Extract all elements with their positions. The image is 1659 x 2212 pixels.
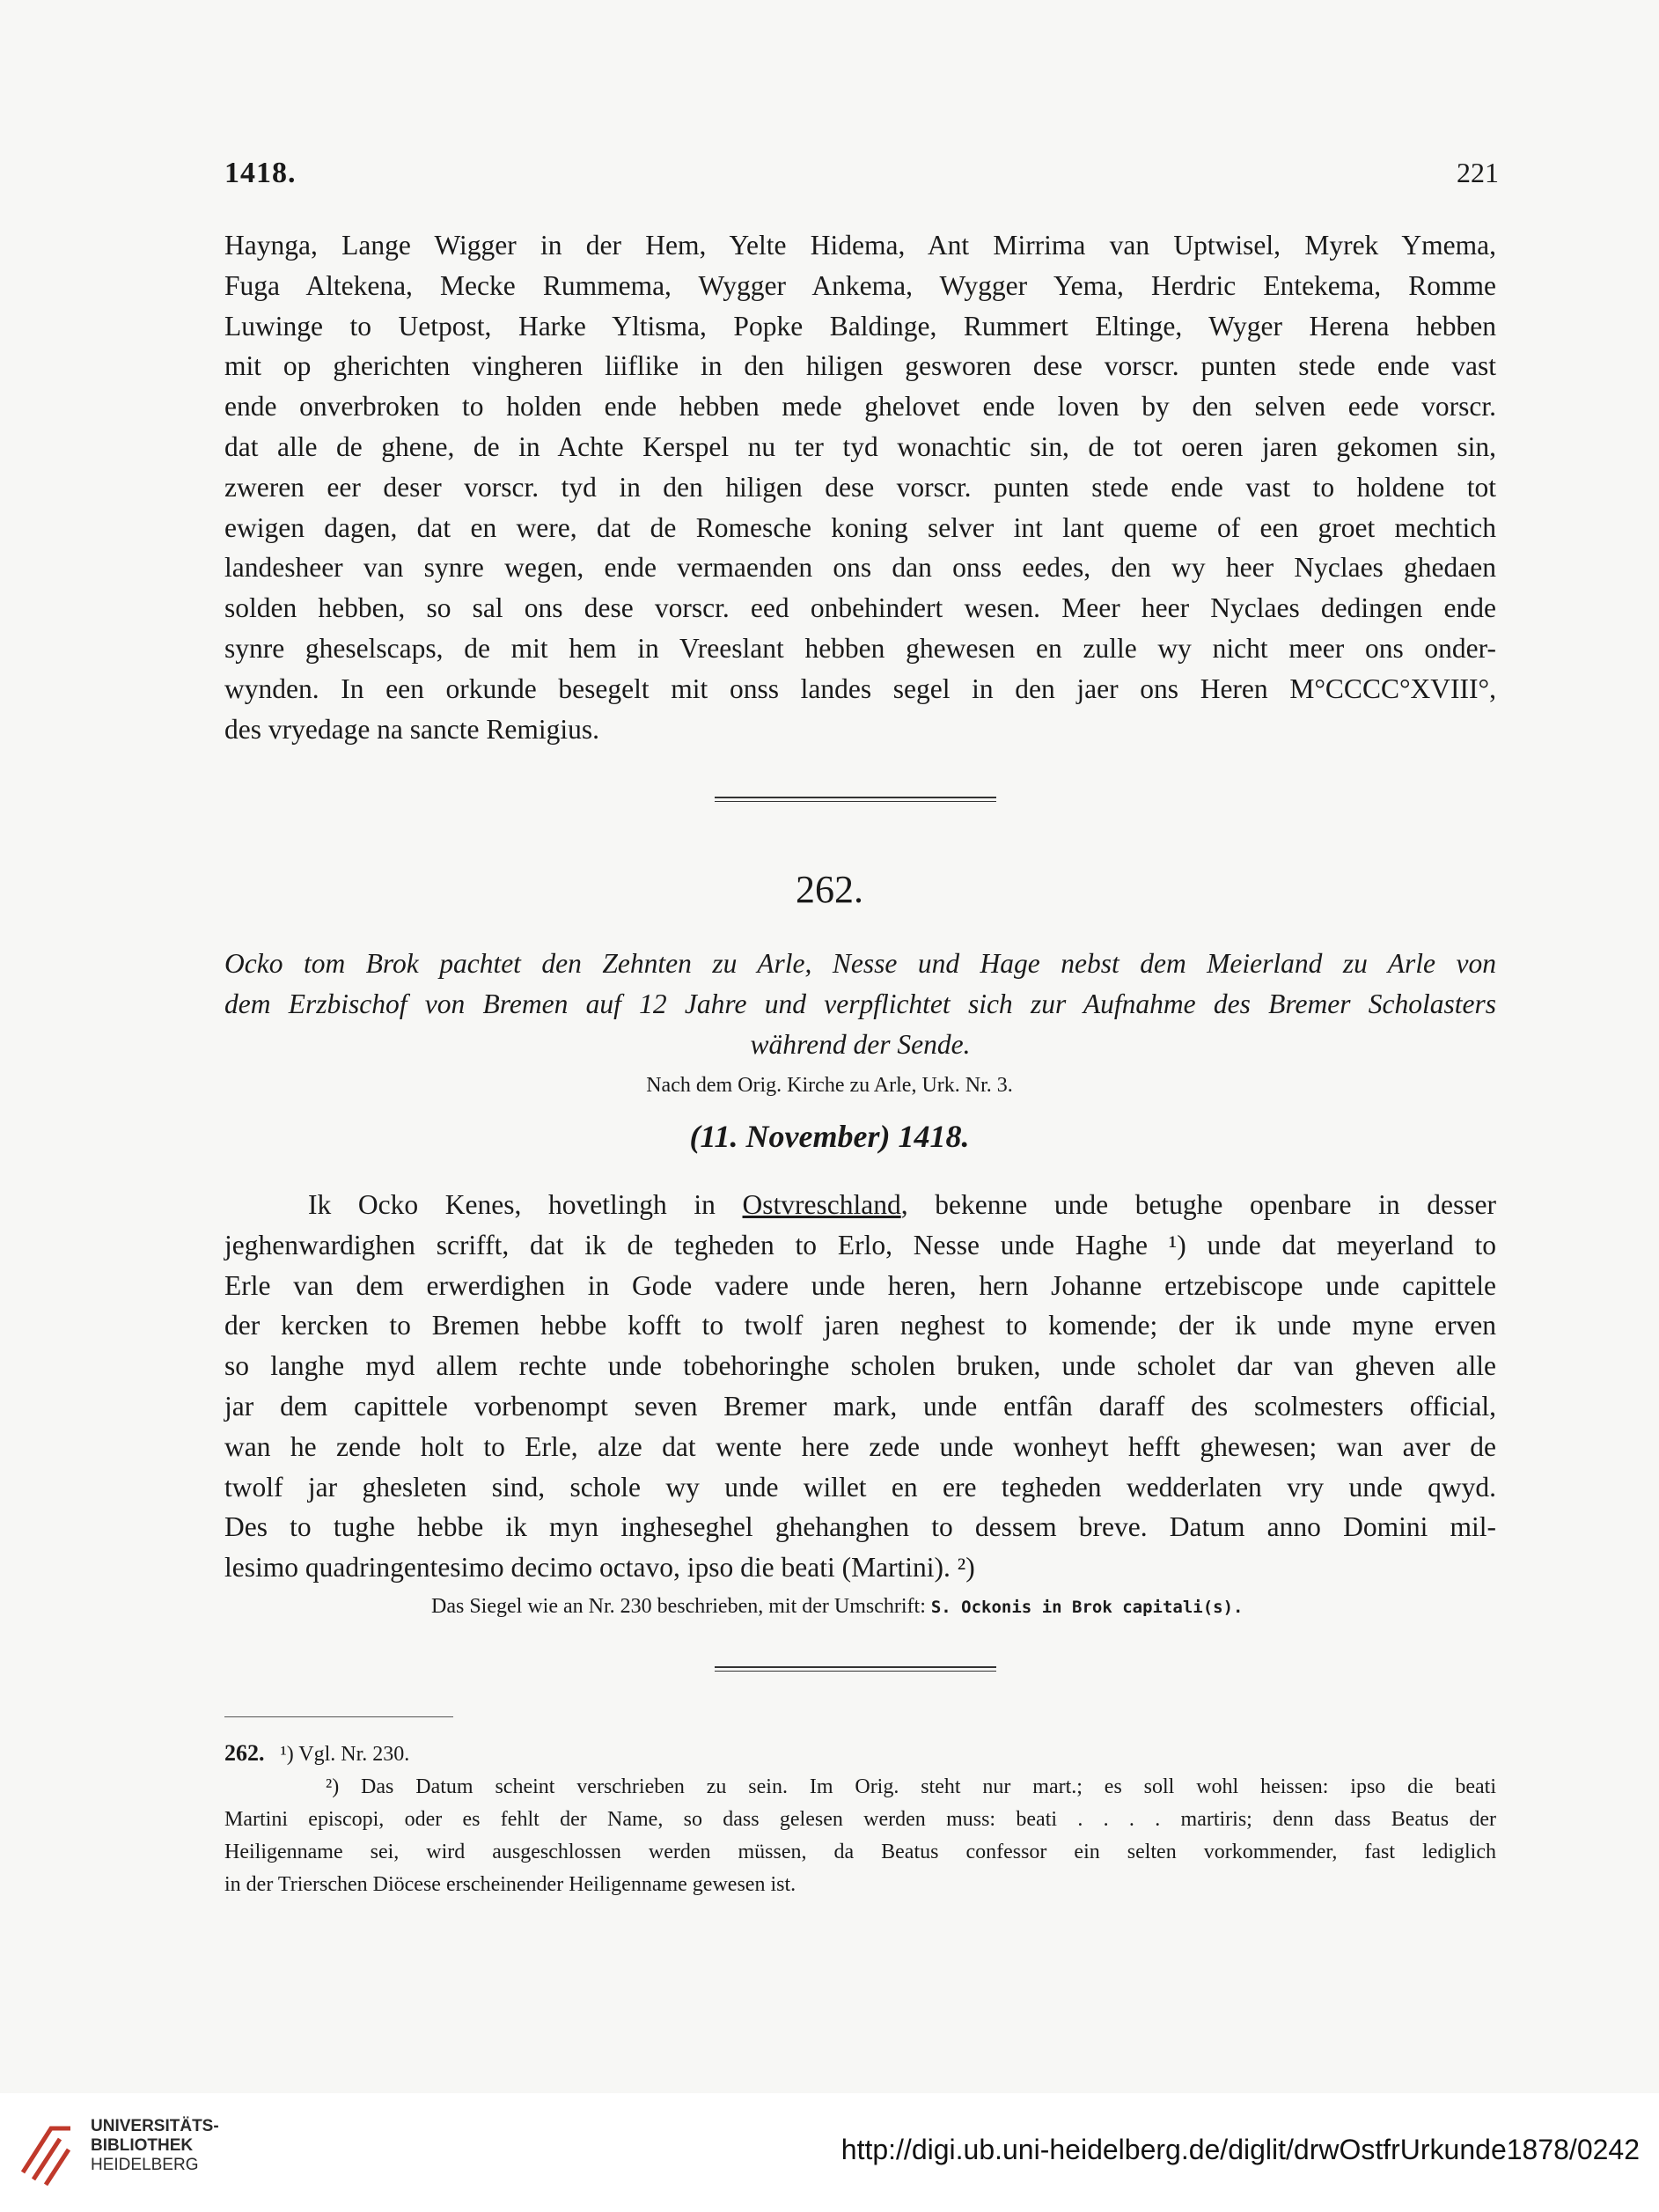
footnote-1: ¹) Vgl. Nr. 230. [280,1743,410,1766]
text-line: twolf jar ghesleten sind, schole wy unde willet en ere tegheden wedderlaten vry unde qwyd. [224,1471,1496,1503]
seal-inscription: S. Ockonis in Brok capitali(s). [930,1598,1244,1617]
document-date: (11. November) 1418. [689,1119,970,1154]
text-line: synre gheselscaps, de mit hem in Vreeslant hebben ghewesen en zulle wy nicht meer ons onder- [224,632,1496,664]
section-divider [715,797,996,798]
footnote-line: in der Trierschen Diöcese erscheinender Heiligenname gewesen ist. [224,1873,796,1896]
text-line: wan he zende holt to Erle, alze dat wente here zede unde wonheyt hefft ghewesen; wan aver de [224,1430,1496,1462]
text-line: Luwinge to Uetpost, Harke Yltisma, Popke Baldinge, Rummert Eltinge, Wyger Herena hebben [224,310,1496,342]
logo-line: UNIVERSITÄTS- [91,2117,219,2135]
paragraph-continuation [224,225,1496,749]
text-line: des vryedage na sancte Remigius. [224,713,599,745]
footnote-doc-number: 262. [224,1740,265,1766]
header-year: 1418. [224,157,297,189]
text-line: ende onverbroken to holden ende hebben mede ghelovet ende loven by den selven eede vorscr. [224,391,1496,423]
text-line: Haynga, Lange Wigger in der Hem, Yelte Hidema, Ant Mirrima van Uptwisel, Myrek Ymema, [224,230,1496,261]
underlined-place-name: Ostvreschland [742,1189,901,1220]
footnote-rule [224,1716,453,1717]
source-url-link[interactable]: http://digi.ub.uni-heidelberg.de/diglit/drwOstfrUrkunde1878/0242 [841,2134,1640,2165]
footnote-line: Heiligenname sei, wird ausgeschlossen werden müssen, da Beatus confessor ein selten vorkommender, fast lediglich [224,1841,1496,1863]
summary-line: dem Erzbischof von Bremen auf 12 Jahre und verpflichtet sich zur Aufnahme des Bremer Scholasters [224,988,1496,1019]
text-line: so langhe myd allem rechte unde tobehoringhe scholen bruken, unde scholet dar van gheven alle [224,1350,1496,1382]
text-line: Erle van dem erwerdighen in Gode vadere unde heren, hern Johanne ertzebiscope unde capittele [224,1269,1496,1301]
library-logo-icon[interactable] [16,2111,77,2190]
text-line: mit op gherichten vingheren liiflike in den hiligen gesworen dese vorscr. punten stede ende vast [224,350,1496,382]
text-line: ewigen dagen, dat en were, dat de Romesche koning selver int lant queme of een groet mechtich [224,511,1496,543]
page-number: 221 [1457,157,1499,188]
text-line: wynden. In een orkunde besegelt mit onss landes segel in den jaer ons Heren M°CCCC°XVIII°, [224,672,1496,704]
summary-line: Ocko tom Brok pachtet den Zehnten zu Arle, Nesse und Hage nebst dem Meierland zu Arle von [224,948,1496,979]
document-number: 262. [796,868,863,911]
library-logo-text[interactable] [91,2117,219,2175]
summary-line: während der Sende. [750,1029,971,1060]
text-line: Fuga Altekena, Mecke Rummema, Wygger Ankema, Wygger Yema, Herdric Entekema, Romme [224,269,1496,301]
text-line: zweren eer deser vorscr. tyd in den hiligen dese vorscr. punten stede ende vast to holdene tot [224,471,1496,503]
text-line: solden hebben, so sal ons dese vorscr. eed onbehindert wesen. Meer heer Nyclaes dedingen ende [224,592,1496,624]
seal-note-text: Das Siegel wie an Nr. 230 beschrieben, mit der Umschrift: [431,1595,931,1618]
section-divider [715,1666,996,1668]
seal-note [431,1595,1243,1619]
source-note: Nach dem Orig. Kirche zu Arle, Urk. Nr. 3. [646,1074,1013,1097]
text-fragment: Ik Ocko Kenes, hovetlingh in [308,1189,743,1220]
text-line: jar dem capittele vorbenompt seven Bremer mark, unde entfân daraff des scolmesters official, [224,1390,1496,1422]
text-line: Des to tughe hebbe ik myn ingheseghel ghehanghen to dessem breve. Datum anno Domini mil- [224,1511,1496,1543]
document-summary [224,944,1496,1065]
footnote-line: Martini episcopi, oder es fehlt der Name, so dass gelesen werden muss: beati . . . . martiris; denn dass Beatus der [224,1808,1496,1831]
document-text [224,1185,1496,1588]
text-line: dat alle de ghene, de in Achte Kerspel nu ter tyd wonachtic sin, de tot oeren jaren gekomen sin, [224,430,1496,462]
text-line: der kercken to Bremen hebbe kofft to twolf jaren neghest to komende; der ik unde myne erven [224,1310,1496,1341]
text-line: jeghenwardighen scrifft, dat ik de tegheden to Erlo, Nesse unde Haghe ¹) unde dat meyerland to [224,1229,1496,1260]
text-line [224,1185,1496,1225]
footnotes [224,1737,1496,1901]
footnote-line [224,1737,1496,1771]
footnote-line: ²) Das Datum scheint verschrieben zu sein. Im Orig. steht nur mart.; es soll wohl heissen: ipso die beati [326,1775,1496,1798]
logo-line: HEIDELBERG [91,2156,199,2174]
text-fragment: , bekenne unde betughe openbare in desser [900,1189,1496,1220]
text-line: lesimo quadringentesimo decimo octavo, ipso die beati (Martini). ²) [224,1552,975,1584]
logo-line: BIBLIOTHEK [91,2136,194,2155]
text-line: landesheer van synre wegen, ende vermaenden ons dan onss eedes, den wy heer Nyclaes ghedaen [224,552,1496,584]
